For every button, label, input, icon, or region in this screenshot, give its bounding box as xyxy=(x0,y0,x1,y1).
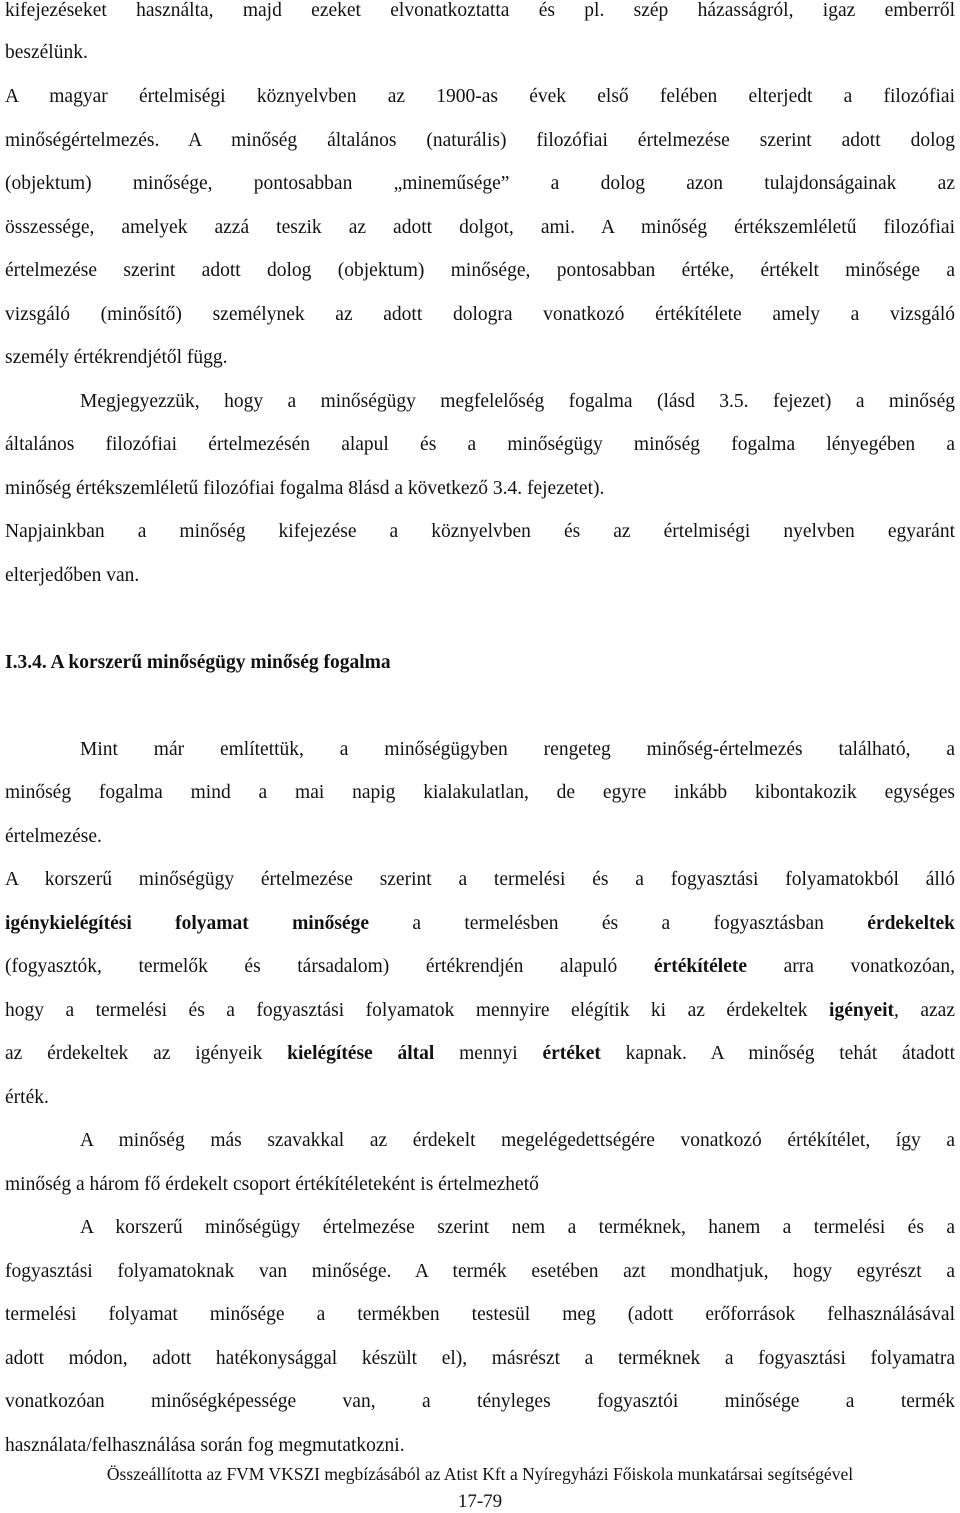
text-line xyxy=(5,1041,955,1067)
text-line: vizsgáló (minősítő) személynek az adott dologra vonatkozó értékítélete amely a vizsgáló xyxy=(5,304,955,325)
text-span: mennyi xyxy=(434,1043,543,1064)
text-line: A magyar értelmiségi köznyelvben az 1900-as évek első felében elterjedt a filozófiai xyxy=(5,86,955,107)
text-line: A minőség más szavakkal az érdekelt megelégedettségére vonatkozó értékítélet, így a xyxy=(80,1130,955,1151)
text-line: vonatkozóan minőségképessége van, a tényleges fogyasztói minősége a termék xyxy=(5,1391,955,1412)
text-line: Napjainkban a minőség kifejezése a köznyelvben és az értelmiségi nyelvben egyaránt xyxy=(5,521,955,542)
bold-term: igényeit xyxy=(829,1000,895,1021)
text-line: személy értékrendjétől függ. xyxy=(5,347,228,368)
text-span: az érdekeltek az igényeik xyxy=(5,1043,288,1064)
text-span: a termelésben és a fogyasztásban xyxy=(368,913,868,934)
text-span: hogy a termelési és a fogyasztási folyamatok mennyire elégítik ki az érdekeltek xyxy=(5,1000,830,1021)
text-line: A korszerű minőségügy értelmezése szerint a termelési és a fogyasztási folyamatokból álló xyxy=(5,869,955,890)
text-line: elterjedőben van. xyxy=(5,565,140,586)
text-line: érték. xyxy=(5,1087,49,1108)
page-number: 17-79 xyxy=(457,1491,503,1512)
text-line: (objektum) minősége, pontosabban „mineműsége” a dolog azon tulajdonságainak az xyxy=(5,173,955,194)
text-span: , azaz xyxy=(894,1000,955,1021)
bold-term: igénykielégítési folyamat minősége xyxy=(5,913,369,934)
bold-term: kielégítése által xyxy=(287,1043,435,1064)
text-span: (fogyasztók, termelők és társadalom) értékrendjén alapuló xyxy=(5,956,654,977)
text-span: arra vonatkozóan, xyxy=(747,956,955,977)
text-line: minőség fogalma mind a mai napig kialakulatlan, de egyre inkább kibontakozik egységes xyxy=(5,782,955,803)
text-line: használata/felhasználása során fog megmutatkozni. xyxy=(5,1435,405,1456)
text-line: összessége, amelyek azzá teszik az adott dolgot, ami. A minőség értékszemléletű filozófiai xyxy=(5,217,955,238)
text-line: általános filozófiai értelmezésén alapul és a minőségügy minőség fogalma lényegében a xyxy=(5,434,955,455)
text-span: kapnak. A minőség tehát átadott xyxy=(600,1043,956,1064)
text-line: A korszerű minőségügy értelmezése szerint nem a terméknek, hanem a termelési és a xyxy=(80,1217,955,1238)
text-line: értelmezése. xyxy=(5,826,102,847)
text-line: fogyasztási folyamatoknak van minősége. A termék esetében azt mondhatjuk, hogy egyrészt a xyxy=(5,1261,955,1282)
text-line: kifejezéseket használta, majd ezeket elvonatkoztatta és pl. szép házasságról, igaz emberről xyxy=(5,0,955,21)
text-line: Mint már említettük, a minőségügyben rengeteg minőség-értelmezés található, a xyxy=(80,739,955,760)
text-line: adott módon, adott hatékonysággal készült el), másrészt a terméknek a fogyasztási folyamatra xyxy=(5,1348,955,1369)
text-line: Megjegyezzük, hogy a minőségügy megfelelőség fogalma (lásd 3.5. fejezet) a minőség xyxy=(80,391,955,412)
text-line: beszélünk. xyxy=(5,42,88,63)
bold-term: értéket xyxy=(542,1043,601,1064)
text-line: minőség a három fő érdekelt csoport értékítéleteként is értelmezhető xyxy=(5,1174,539,1195)
bold-term: érdekeltek xyxy=(867,913,955,934)
text-line xyxy=(5,954,955,980)
text-line xyxy=(5,998,955,1024)
text-line: értelmezése szerint adott dolog (objektum) minősége, pontosabban értéke, értékelt minősége a xyxy=(5,260,955,281)
footer-credit: Összeállította az FVM VKSZI megbízásából az Atist Kft a Nyíregyházi Főiskola munkatársai segítségével xyxy=(106,1464,854,1484)
text-line: minőségértelmezés. A minőség általános (naturális) filozófiai értelmezése szerint adott dolog xyxy=(5,130,955,151)
section-heading: I.3.4. A korszerű minőségügy minőség fogalma xyxy=(5,652,391,673)
text-line: minőség értékszemléletű filozófiai fogalma 8lásd a következő 3.4. fejezetet). xyxy=(5,478,605,499)
text-line: termelési folyamat minősége a termékben testesül meg (adott erőforrások felhasználásával xyxy=(5,1304,955,1325)
text-line xyxy=(5,911,955,937)
bold-term: értékítélete xyxy=(653,956,747,977)
